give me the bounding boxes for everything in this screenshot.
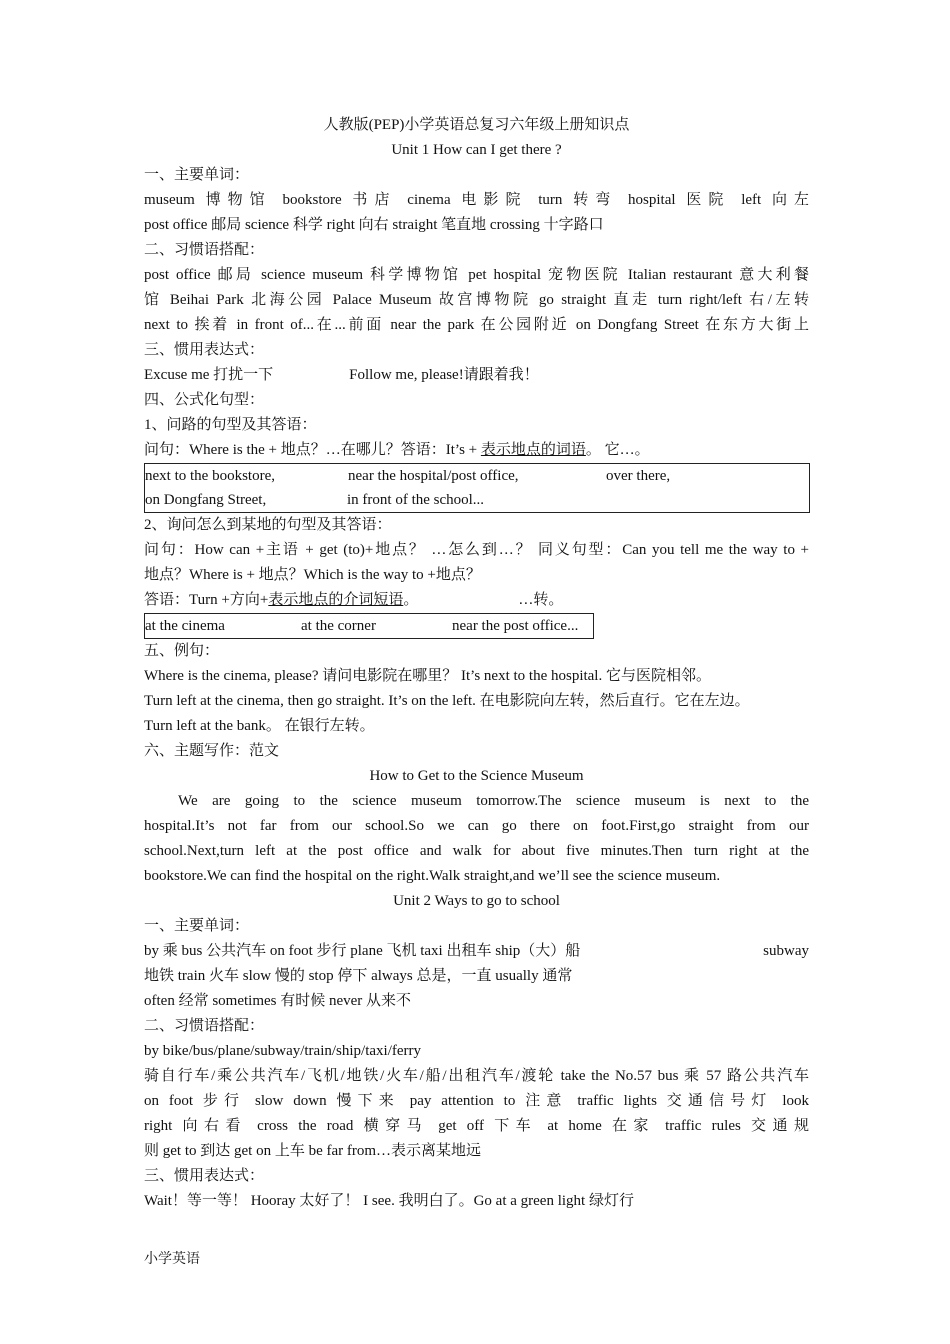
phrase-line: 馆 Beihai Park 北海公园 Palace Museum 故宫博物院 go straight 直走 turn right/left 右/左转 [144, 292, 809, 308]
page-title: 人教版(PEP)小学英语总复习六年级上册知识点 [323, 117, 630, 133]
vocab-text: subway [763, 943, 809, 959]
expression-line [144, 363, 809, 388]
essay-line: bookstore.We can find the hospital on the right.Walk straight,and we’ll see the science museum. [144, 868, 721, 884]
answer-option: on Dongfang Street, [145, 492, 267, 508]
answer-option: near the hospital/post office, [348, 468, 519, 484]
essay-line: We are going to the science museum tomorrow.The science museum is next to the [178, 793, 809, 809]
phrase-line: 骑自行车/乘公共汽车/飞机/地铁/火车/船/出租汽车/渡轮 take the No.57 bus 乘 57 路公共汽车 [144, 1068, 809, 1084]
section-heading: 二、习惯语搭配： [144, 1018, 265, 1034]
phrase-line: by bike/bus/plane/subway/train/ship/taxi/ferry [144, 1043, 422, 1059]
subsection-heading: 1、问路的句型及其答语： [144, 417, 317, 433]
pattern-line [144, 438, 809, 463]
section-heading: 三、惯用表达式： [144, 342, 265, 358]
vocab-line: post office 邮局 science 科学 right 向右 straight 笔直地 crossing 十字路口 [144, 217, 604, 233]
document-page [144, 113, 809, 1214]
pattern-text: 问句：Where is the + 地点？…在哪儿？答语：It’s + [144, 442, 481, 458]
section-heading: 三、惯用表达式： [144, 1168, 265, 1184]
essay-title: How to Get to the Science Museum [369, 768, 584, 784]
answer-option: at the corner [301, 618, 376, 634]
underlined-term: 表示地点的词语 [480, 442, 586, 458]
answer-option: near the post office... [452, 618, 579, 634]
vocab-line: often 经常 sometimes 有时候 never 从来不 [144, 993, 412, 1009]
answer-row [145, 488, 809, 512]
example-line: Where is the cinema, please? 请问电影院在哪里？ It’s next to the hospital. 它与医院相邻。 [144, 668, 711, 684]
pattern-line: 问句：How can +主语 + get (to)+地点？ …怎么到…？ 同义句型：Can you tell me the way to + [144, 542, 809, 558]
answer-option: in front of the school... [347, 492, 485, 508]
phrase-line: 则 get to 到达 get on 上车 be far from…表示离某地远 [144, 1143, 482, 1159]
pattern-text: 。 [403, 592, 419, 608]
page-footer: 小学英语 [144, 1252, 200, 1267]
vocab-line [144, 939, 809, 964]
phrase-line: next to 挨着 in front of...在...前面 near the park 在公园附近 on Dongfang Street 在东方大街上 [144, 317, 809, 333]
answer-option: next to the bookstore, [145, 468, 275, 484]
unit1-heading: Unit 1 How can I get there ? [391, 142, 562, 158]
section-heading: 一、主要单词： [144, 167, 250, 183]
answer-row [145, 464, 809, 488]
subsection-heading: 2、询问怎么到某地的句型及其答语： [144, 517, 392, 533]
example-line: Turn left at the cinema, then go straight. It’s on the left. 在电影院向左转，然后直行。它在左边。 [144, 693, 750, 709]
vocab-line: museum 博物馆 bookstore 书店 cinema 电影院 turn 转弯 hospital 医院 left 向左 [144, 192, 809, 208]
example-line: Turn left at the bank。 在银行左转。 [144, 718, 375, 734]
phrase-line: post office 邮局 science museum 科学博物馆 pet hospital 宠物医院 Italian restaurant 意大利餐 [144, 267, 809, 283]
pattern-text: …转。 [518, 592, 564, 608]
section-heading: 二、习惯语搭配： [144, 242, 265, 258]
phrase-line: right 向右看 cross the road 横穿马 get off 下车 at home 在家 traffic rules 交通规 [144, 1118, 809, 1134]
answer-option: over there, [606, 468, 671, 484]
phrase-line: on foot 步行 slow down 慢下来 pay attention to 注意 traffic lights 交通信号灯 look [144, 1093, 809, 1109]
answer-box [144, 613, 594, 639]
essay-line: school.Next,turn left at the post office and walk for about five minutes.Then turn right at the [144, 843, 809, 859]
section-heading: 六、主题写作：范文 [144, 743, 280, 759]
answer-box [144, 463, 810, 513]
section-heading: 一、主要单词： [144, 918, 250, 934]
answer-option: at the cinema [145, 618, 225, 634]
pattern-text: 。 它…。 [585, 442, 650, 458]
essay-line: hospital.It’s not far from our school.So we can go there on foot.First,go straight from our [144, 818, 809, 834]
section-heading: 五、例句： [144, 643, 220, 659]
pattern-text: 答语：Turn +方向+ [144, 592, 269, 608]
expression-text: Excuse me 打扰一下 [144, 367, 274, 383]
pattern-line: 地点？Where is + 地点？Which is the way to +地点？ [144, 567, 481, 583]
section-heading: 四、公式化句型： [144, 392, 265, 408]
pattern-line [144, 588, 809, 613]
expression-text: Follow me, please!请跟着我！ [349, 367, 539, 383]
unit2-heading: Unit 2 Ways to go to school [393, 893, 560, 909]
underlined-term: 表示地点的介词短语 [268, 592, 404, 608]
expression-line: Wait！等一等！ Hooray 太好了！ I see. 我明白了。Go at a green light 绿灯行 [144, 1193, 634, 1209]
vocab-text: by 乘 bus 公共汽车 on foot 步行 plane 飞机 taxi 出租车 ship（大）船 [144, 943, 581, 959]
vocab-line: 地铁 train 火车 slow 慢的 stop 停下 always 总是，一直 usually 通常 [144, 968, 573, 984]
